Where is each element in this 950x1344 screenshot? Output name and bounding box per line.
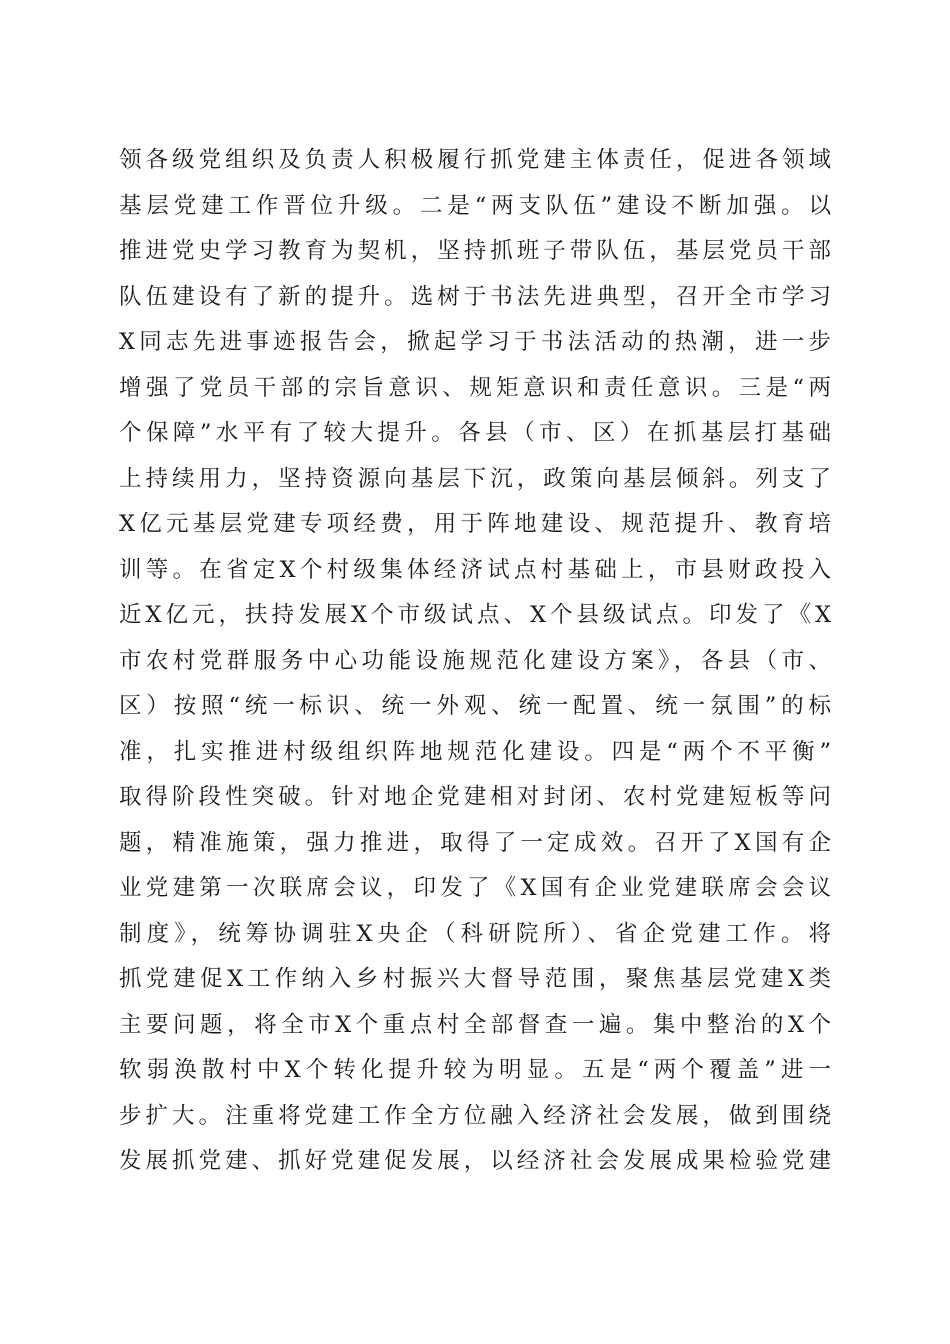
text-line: 制度》，统筹协调驻X央企（科研院所）、省企党建工作。将 <box>119 920 831 947</box>
text-line: 主要问题，将全市X个重点村全部督查一遍。集中整治的X个 <box>119 1011 831 1038</box>
text-line: 题，精准施策，强力推进，取得了一定成效。召开了X国有企 <box>119 829 831 856</box>
text-line: 领各级党组织及负责人积极履行抓党建主体责任，促进各领域 <box>119 147 831 173</box>
text-line: 上持续用力，坚持资源向基层下沉，政策向基层倾斜。列支了 <box>119 465 831 492</box>
text-line: 近X亿元，扶持发展X个市级试点、X个县级试点。印发了《X <box>119 602 831 628</box>
text-line: 业党建第一次联席会议，印发了《X国有企业党建联席会会议 <box>119 875 831 901</box>
text-line: 取得阶段性突破。针对地企党建相对封闭、农村党建短板等问 <box>119 784 831 810</box>
text-line: 个保障”水平有了较大提升。各县（市、区）在抓基层打基础 <box>119 420 831 446</box>
body-paragraph <box>119 138 831 1185</box>
text-line: 软弱涣散村中X个转化提升较为明显。五是“两个覆盖”进一 <box>119 1057 831 1083</box>
text-line: X同志先进事迹报告会，掀起学习于书法活动的热潮，进一步 <box>119 329 831 355</box>
text-line: 训等。在省定X个村级集体经济试点村基础上，市县财政投入 <box>119 556 831 583</box>
text-line: 准，扎实推进村级组织阵地规范化建设。四是“两个不平衡” <box>119 738 831 765</box>
text-line: X亿元基层党建专项经费，用于阵地建设、规范提升、教育培 <box>119 511 831 537</box>
text-line: 区）按照“统一标识、统一外观、统一配置、统一氛围”的标 <box>119 693 831 719</box>
text-line: 市农村党群服务中心功能设施规范化建设方案》，各县（市、 <box>119 647 831 674</box>
text-line: 抓党建促X工作纳入乡村振兴大督导范围，聚焦基层党建X类 <box>119 966 831 992</box>
text-line: 队伍建设有了新的提升。选树于书法先进典型，召开全市学习 <box>119 283 831 310</box>
text-line: 步扩大。注重将党建工作全方位融入经济社会发展，做到围绕 <box>119 1102 831 1129</box>
text-line: 推进党史学习教育为契机，坚持抓班子带队伍，基层党员干部 <box>119 238 831 264</box>
text-line: 发展抓党建、抓好党建促发展，以经济社会发展成果检验党建 <box>119 1148 831 1174</box>
text-line: 增强了党员干部的宗旨意识、规矩意识和责任意识。三是“两 <box>119 374 831 401</box>
text-line: 基层党建工作晋位升级。二是“两支队伍”建设不断加强。以 <box>119 192 831 219</box>
